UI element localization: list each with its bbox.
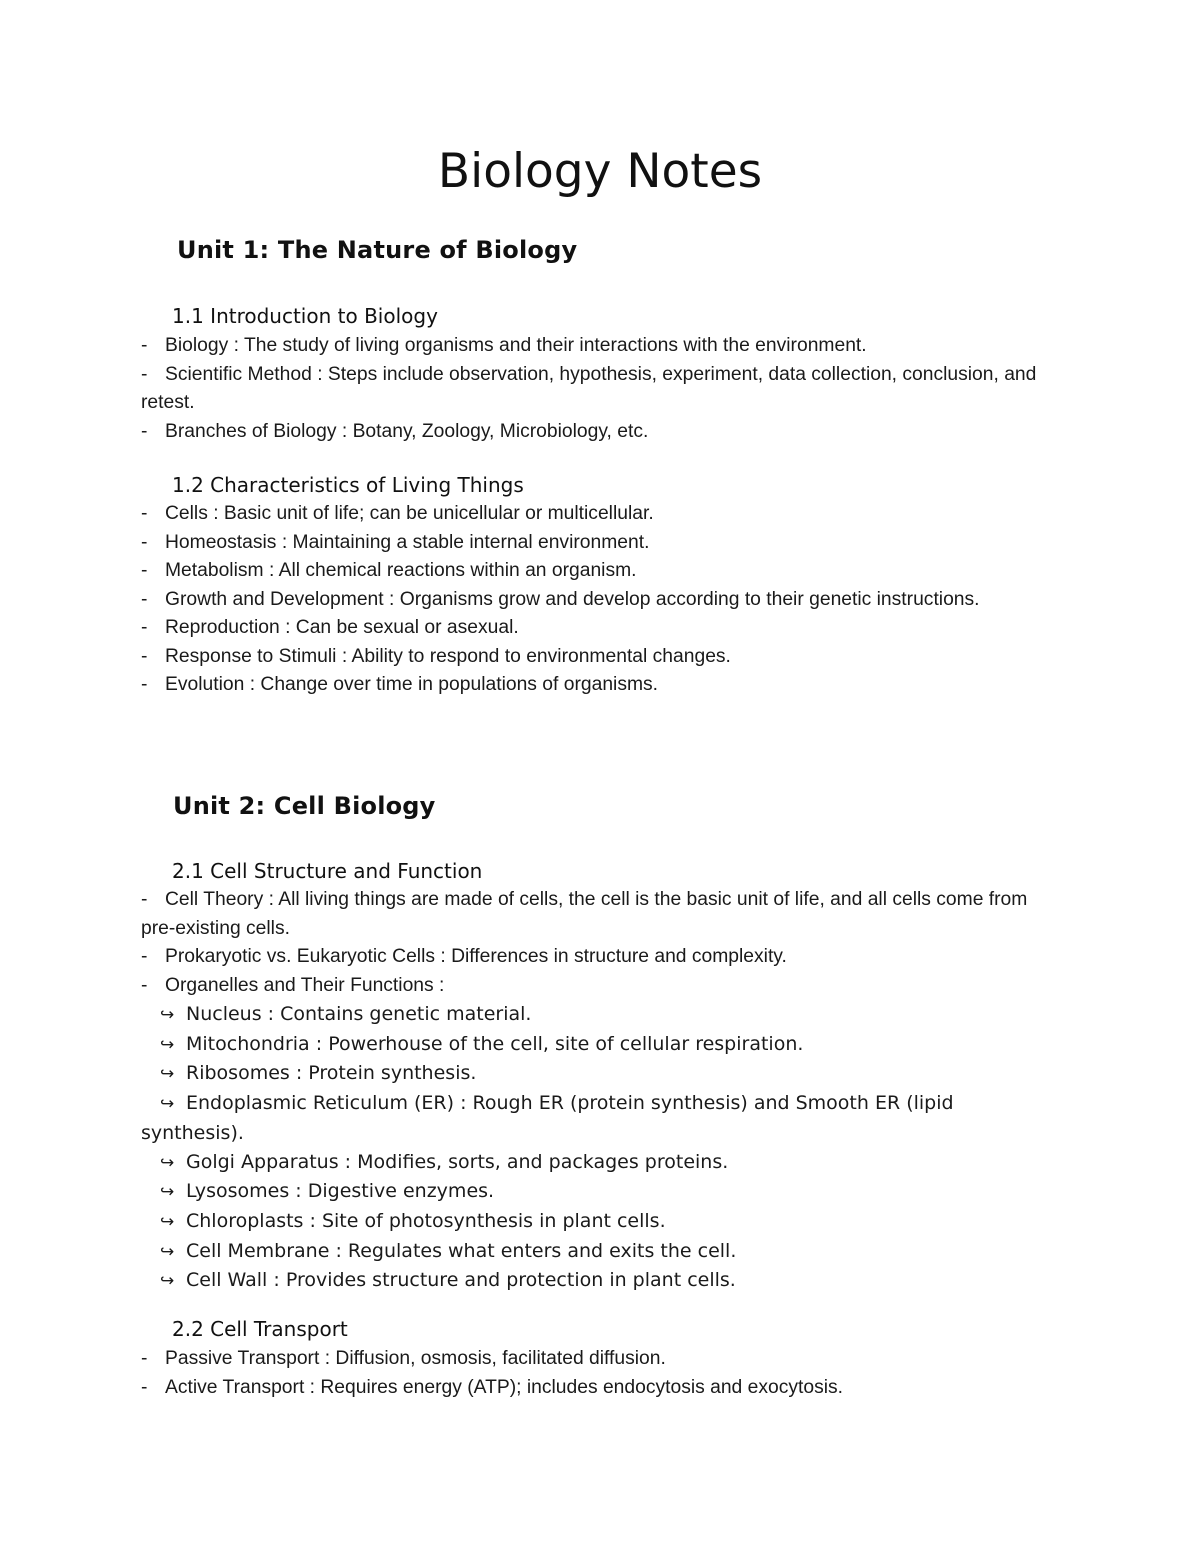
return-arrow-icon: ↪ [160,1064,175,1085]
list-item [141,943,1051,972]
list-item [141,886,1051,943]
list-item [141,586,1051,615]
term-description: : Contains genetic material. [267,1003,532,1025]
dash-icon: - [141,617,148,638]
list-item [141,1059,1041,1089]
list-item [141,1030,1041,1060]
term-description: : Digestive enzymes. [295,1180,495,1203]
unit-heading: Unit 2: Cell Biology [173,792,436,820]
list-item [141,1266,1041,1296]
dash-icon: - [141,560,148,581]
term-description: : Organisms grow and develop according to their genetic instructions. [389,588,980,610]
list-item [141,1237,1041,1267]
term-label: Endoplasmic Reticulum (ER) [186,1092,455,1115]
return-arrow-icon: ↪ [160,1271,175,1292]
term-label: Mitochondria [186,1032,310,1055]
term-description: : Steps include observation, hypothesis, experiment, data collection, conclusion, and retest. [141,363,1037,413]
term-description: : Site of photosynthesis in plant cells. [309,1209,666,1232]
term-description: : Ability to respond to environmental changes. [341,645,731,667]
page-title: Biology Notes [437,144,763,199]
term-label: Branches of Biology [165,420,337,442]
section-heading: 1.1 Introduction to Biology [172,304,438,328]
list-item [141,1207,1041,1237]
return-arrow-icon: ↪ [160,1034,175,1055]
term-label: Evolution [165,674,245,695]
bullet-list [141,886,1051,1000]
term-description: : All chemical reactions within an organism. [268,560,637,581]
section-heading: 1.2 Characteristics of Living Things [172,473,524,497]
term-description: : Requires energy (ATP); includes endocytosis and exocytosis. [309,1376,844,1398]
term-label: Scientific Method [165,363,312,385]
return-arrow-icon: ↪ [160,1182,175,1203]
dash-icon: - [141,1348,148,1369]
term-label: Growth and Development [165,588,384,610]
list-item [141,1089,1041,1147]
return-arrow-icon: ↪ [160,1211,175,1232]
list-item [141,1345,1051,1374]
term-description: : Protein synthesis. [295,1062,477,1085]
term-description: : Basic unit of life; can be unicellular or multicellular. [213,503,654,524]
term-description: : Can be sexual or asexual. [285,617,519,638]
term-label: Prokaryotic vs. Eukaryotic Cells [165,946,436,967]
section-heading: 2.2 Cell Transport [172,1317,348,1341]
dash-icon: - [141,645,148,667]
list-item [141,1148,1041,1178]
term-description: : Maintaining a stable internal environment. [281,531,650,553]
dash-icon: - [141,335,148,356]
dash-icon: - [141,588,148,610]
list-item [141,361,1051,418]
term-label: Active Transport [165,1376,305,1398]
term-label: Organelles and Their Functions [165,974,434,996]
section-heading: 2.1 Cell Structure and Function [172,859,483,883]
term-label: Golgi Apparatus [186,1150,339,1173]
term-description: : Differences in structure and complexity. [440,946,787,967]
list-item [141,671,1051,700]
dash-icon: - [141,1376,148,1398]
bullet-list [141,1345,1051,1402]
return-arrow-icon: ↪ [160,1152,175,1173]
list-item [141,643,1051,672]
dash-icon: - [141,674,148,695]
bullet-list [141,332,1051,446]
dash-icon: - [141,946,148,967]
term-description: : Provides structure and protection in plant cells. [273,1269,736,1292]
list-item [141,529,1051,558]
term-description: : Diffusion, osmosis, facilitated diffusion. [324,1348,666,1369]
return-arrow-icon: ↪ [160,1241,175,1262]
return-arrow-icon: ↪ [160,1094,175,1115]
dash-icon: - [141,363,148,385]
term-label: Passive Transport [165,1348,320,1369]
list-item [141,500,1051,529]
term-label: Reproduction [165,617,280,638]
unit-heading: Unit 1: The Nature of Biology [177,236,578,264]
term-label: Lysosomes [186,1180,290,1203]
term-description: : Modifies, sorts, and packages proteins. [344,1150,729,1173]
list-item [141,557,1051,586]
dash-icon: - [141,531,148,553]
dash-icon: - [141,889,148,910]
organelle-list [141,1000,1041,1296]
term-description: : The study of living organisms and their interactions with the environment. [233,335,867,356]
return-arrow-icon: ↪ [160,1005,175,1025]
term-label: Response to Stimuli [165,645,337,667]
dash-icon: - [141,503,148,524]
list-item [141,1000,1041,1030]
term-label: Homeostasis [165,531,277,553]
term-description: : Change over time in populations of organisms. [249,674,659,695]
term-label: Nucleus [186,1003,262,1025]
list-item [141,1177,1041,1207]
term-description: : Regulates what enters and exits the cell. [335,1239,737,1262]
dash-icon: - [141,974,148,996]
term-label: Cells [165,503,208,524]
term-label: Cell Membrane [186,1239,330,1262]
term-label: Cell Wall [186,1269,268,1292]
dash-icon: - [141,420,148,442]
term-label: Chloroplasts [186,1209,304,1232]
list-item [141,972,1051,1001]
term-description: : Rough ER (protein synthesis) and Smooth ER (lipid synthesis). [141,1092,954,1144]
term-label: Ribosomes [186,1062,290,1085]
term-label: Biology [165,335,229,356]
list-item [141,332,1051,361]
term-label: Cell Theory [165,889,264,910]
bullet-list [141,500,1051,700]
list-item [141,418,1051,447]
term-description: : Powerhouse of the cell, site of cellular respiration. [315,1032,804,1055]
term-description: : [439,974,445,996]
term-label: Metabolism [165,560,264,581]
term-description: : Botany, Zoology, Microbiology, etc. [341,420,649,442]
term-description: : All living things are made of cells, the cell is the basic unit of life, and all cells come from pre-existing cells. [141,889,1028,939]
list-item [141,614,1051,643]
list-item [141,1374,1051,1403]
